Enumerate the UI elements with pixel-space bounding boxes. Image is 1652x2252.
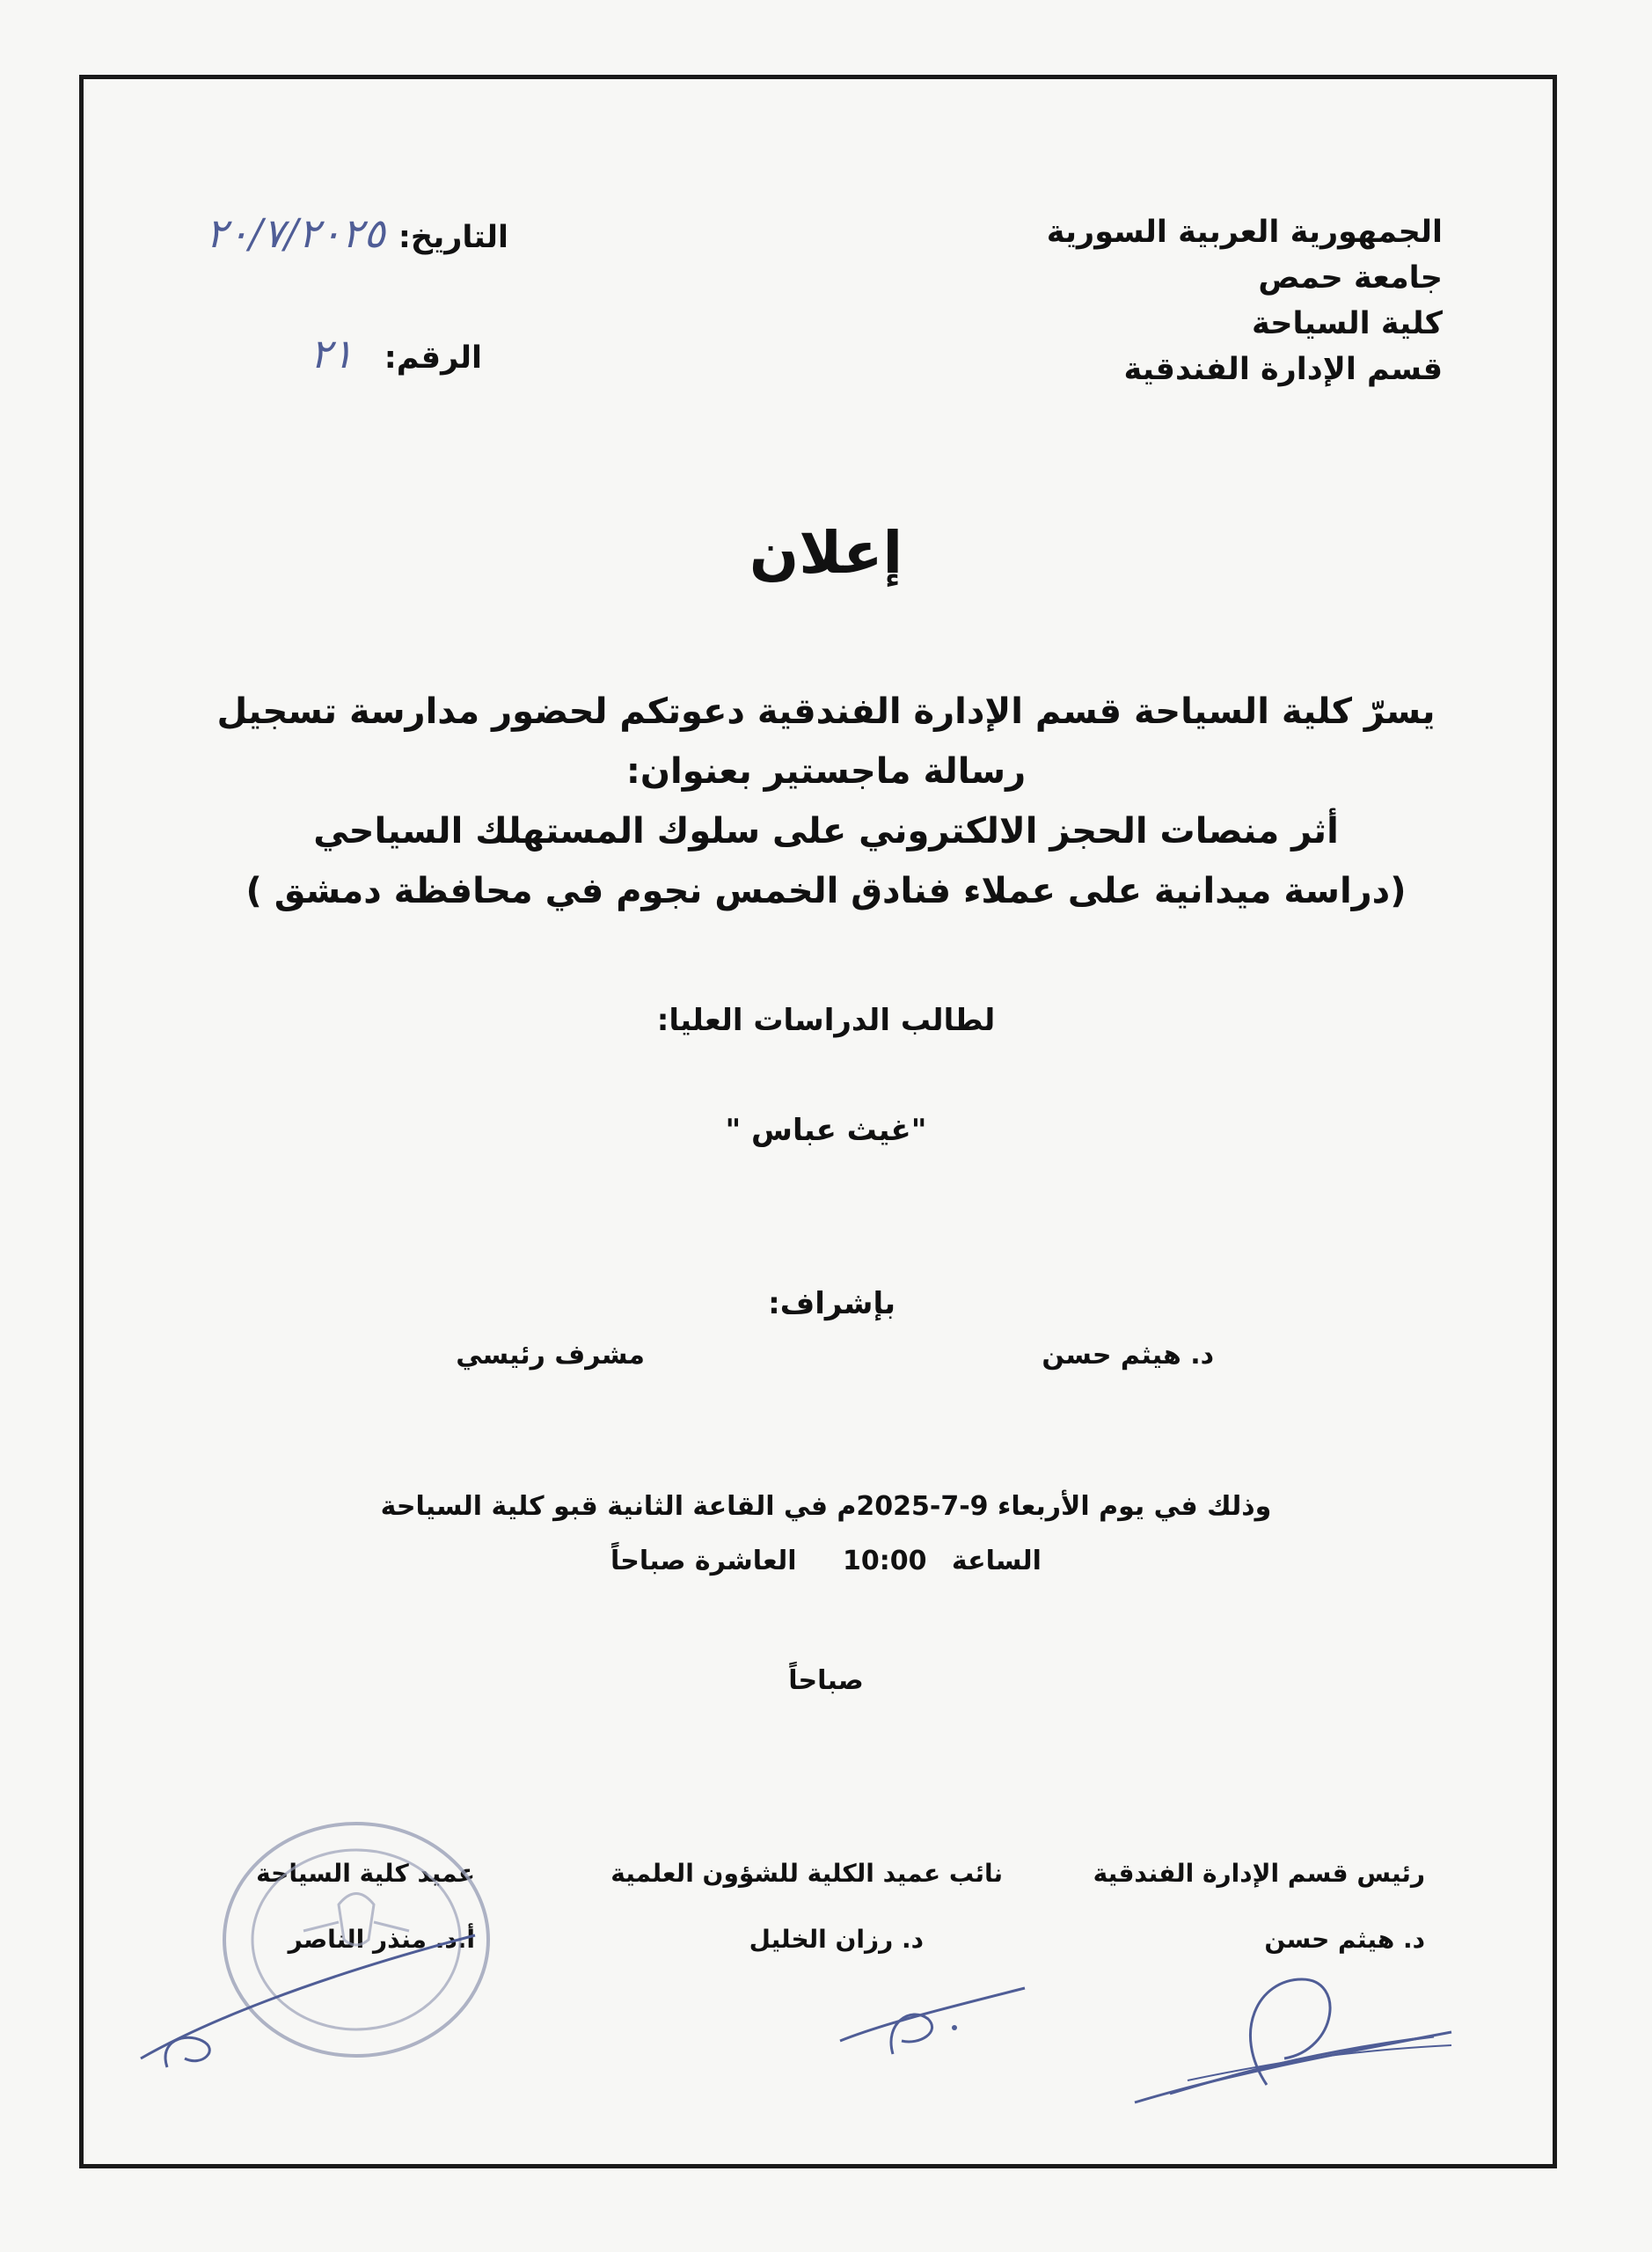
signature-block-vice-dean [610, 1859, 1003, 1954]
date-value: ٢٠/٧/٢٠٢٥ [205, 209, 385, 257]
number-value: ٢١ [310, 330, 354, 377]
dean-signature-mark [132, 1927, 484, 2076]
date-label: التاريخ: [398, 220, 508, 255]
supervisor-name: د. هيثم حسن [1042, 1340, 1214, 1371]
signature-name: أ.د. منذر الناصر [288, 1925, 475, 1954]
invitation-line-2: رسالة ماجستير بعنوان: [625, 751, 1027, 792]
supervisor-role: مشرف رئيسي [456, 1340, 645, 1371]
date-row [206, 209, 508, 257]
letterhead-line-country: الجمهورية العربية السورية [1046, 215, 1443, 250]
supervision-label: بإشراف: [768, 1286, 895, 1321]
student-name: "غيث عباس " [725, 1113, 927, 1148]
time-words: العاشرة صباحاً [610, 1546, 797, 1576]
letterhead [1047, 209, 1443, 392]
signature-name: د. هيثم حسن [1264, 1925, 1425, 1954]
number-label: الرقم: [384, 340, 482, 376]
invitation-line-1: يسرّ كلية السياحة قسم الإدارة الفندقية دعوتكم لحضور مدارسة تسجيل [216, 691, 1436, 732]
time-label: الساعة [951, 1546, 1042, 1576]
signature-name: د. رزان الخليل [749, 1925, 924, 1954]
number-row [310, 330, 482, 377]
invitation-body [0, 682, 1652, 921]
vice-dean-signature-mark [831, 1970, 1034, 2067]
page-title: إعلان [749, 519, 903, 587]
signature-title: عميد كلية السياحة [256, 1859, 475, 1888]
letterhead-line-university: جامعة حمص [1258, 260, 1443, 296]
time-value: 10:00 [842, 1546, 927, 1576]
schedule-line: وذلك في يوم الأربعاء 9-7-2025م في القاعة الثانية قبو كلية السياحة [380, 1491, 1272, 1522]
schedule-extra: صباحاً [788, 1665, 864, 1696]
thesis-subtitle: (دراسة ميدانية على عملاء فنادق الخمس نجوم في محافظة دمشق ) [245, 871, 1407, 911]
signature-title: رئيس قسم الإدارة الفندقية [1093, 1859, 1425, 1888]
signature-title: نائب عميد الكلية للشؤون العلمية [610, 1859, 1003, 1888]
letterhead-line-faculty: كلية السياحة [1252, 306, 1443, 341]
letterhead-line-department: قسم الإدارة الفندقية [1123, 352, 1443, 387]
thesis-title: أثر منصات الحجز الالكتروني على سلوك المستهلك السياحي [313, 811, 1339, 852]
student-label: لطالب الدراسات العليا: [656, 1003, 996, 1038]
schedule-time-row [0, 1546, 1652, 1576]
head-signature-mark [1117, 1927, 1469, 2120]
